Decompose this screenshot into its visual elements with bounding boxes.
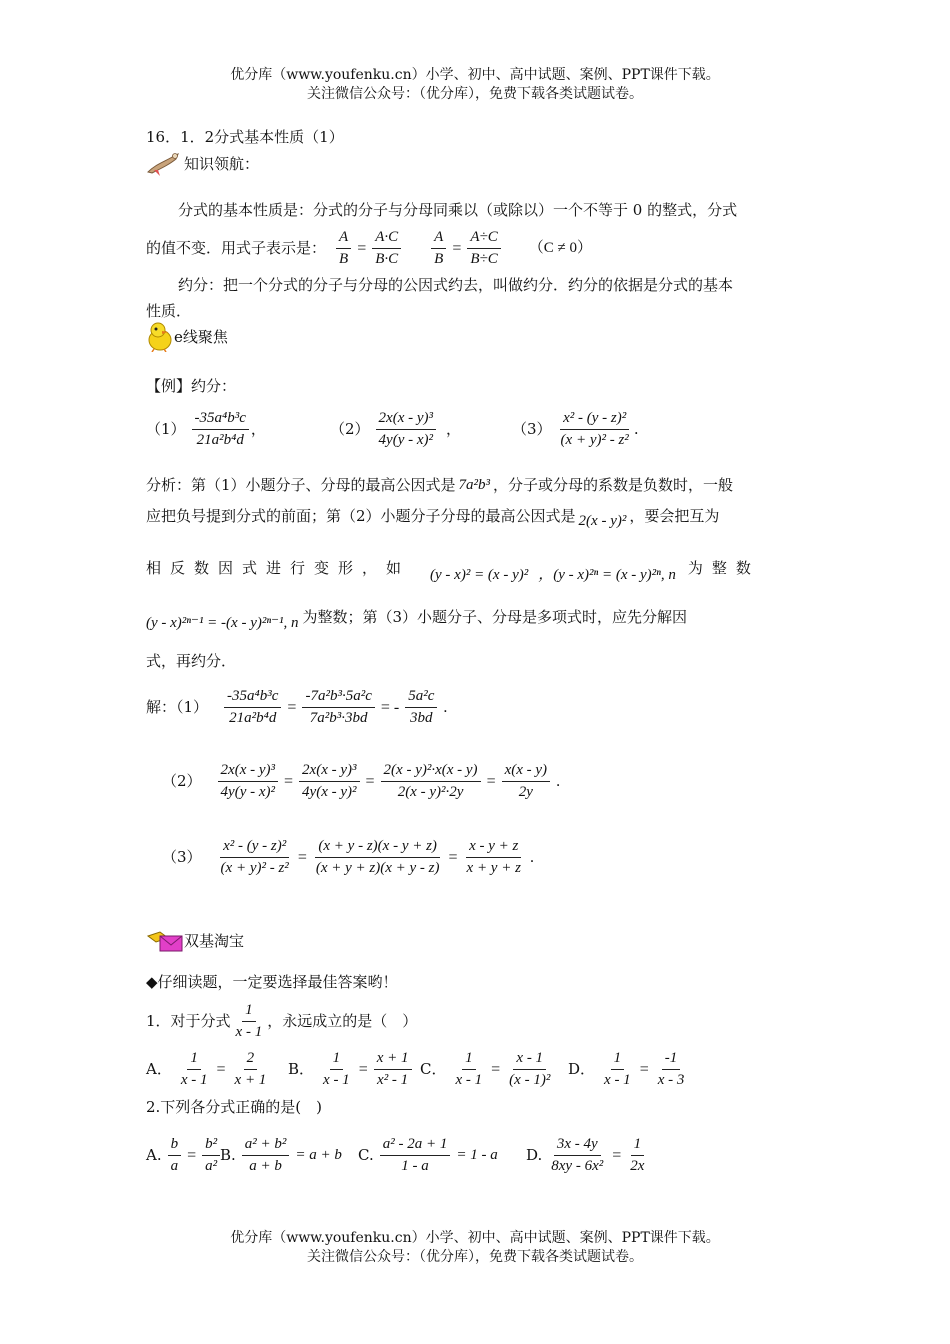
equals-sign: =	[491, 1060, 501, 1078]
property-formula-divide	[429, 229, 503, 269]
frac-den: a²	[205, 1158, 218, 1175]
bird-icon	[146, 150, 182, 178]
example-item-3	[512, 410, 639, 450]
example-tail: .	[633, 420, 639, 439]
frac-num: x + 1	[374, 1050, 412, 1070]
practice-tip: ◆仔细读题，一定要选择最佳答案哟！	[146, 973, 398, 991]
example-label: （1）	[146, 420, 186, 439]
frac-den: (x + y + z)(x + y - z)	[315, 860, 440, 877]
question-1	[146, 1002, 417, 1042]
chick-icon	[146, 322, 174, 352]
period: .	[443, 698, 448, 716]
analysis-math: (y - x)²ⁿ⁻¹ = -(x - y)²ⁿ⁻¹, n	[146, 615, 299, 631]
frac-den: x - 1	[323, 1072, 350, 1089]
frac-den: a + b	[249, 1158, 282, 1175]
frac-den: 3bd	[410, 710, 433, 727]
period: .	[556, 772, 561, 790]
solution-1	[146, 688, 447, 728]
frac-den: x - 1	[235, 1024, 263, 1041]
analysis-text: 为整数	[687, 559, 760, 577]
solution-label: （2）	[162, 772, 202, 791]
equals-sign: =	[284, 772, 294, 790]
frac-den: 4y(x - y)²	[302, 784, 357, 801]
knowledge-p1-line1: 分式的基本性质是：分式的分子与分母同乘以（或除以）一个不等于 0 的整式，分式	[178, 201, 738, 219]
option-tail: = 1 - a	[456, 1147, 498, 1164]
equals-sign: =	[486, 772, 496, 790]
q2-option-b[interactable]	[220, 1136, 342, 1176]
analysis-text: 应把负号提到分式的前面；第（2）小题分子分母的最高公因式是	[146, 507, 576, 525]
analysis-text: 相反数因式进行变形，如	[146, 559, 411, 577]
frac-den: B	[339, 251, 349, 268]
frac-num: A	[336, 229, 351, 249]
q1-option-c[interactable]	[420, 1050, 555, 1090]
frac-num: x - y + z	[466, 838, 521, 858]
period: .	[529, 848, 534, 866]
frac-num: x² - (y - z)²	[220, 838, 289, 858]
minus-sign: -	[393, 698, 400, 716]
q1-option-a[interactable]	[146, 1050, 271, 1090]
frac-num: A÷C	[467, 229, 500, 249]
frac-den: (x + y)² - z²	[220, 860, 289, 877]
analysis-math: 2(x - y)²	[578, 513, 627, 529]
analysis-math: 7a²b³	[458, 477, 491, 493]
analysis-line2	[146, 502, 719, 531]
q1-option-d[interactable]	[568, 1050, 689, 1090]
lesson-title: 16．1．2分式基本性质（1）	[146, 128, 344, 146]
frac-den: x - 1	[180, 1072, 208, 1089]
equals-sign: =	[380, 698, 390, 716]
example-heading: 【例】约分：	[146, 377, 237, 395]
frac-num: 2x(x - y)³	[376, 410, 436, 430]
analysis-text: ，分子或分母的系数是负数时，一般	[493, 476, 734, 494]
equals-sign: =	[365, 772, 375, 790]
analysis-math: ，(y - x)²ⁿ = (x - y)²ⁿ, n	[538, 567, 676, 583]
analysis-text: 分析：第（1）小题分子、分母的最高公因式是	[146, 476, 456, 494]
frac-num: -35a⁴b³c	[224, 688, 281, 708]
frac-den: x - 1	[455, 1072, 483, 1089]
frac-num: b²	[202, 1136, 220, 1156]
equals-sign: =	[287, 698, 297, 716]
option-tail: = a + b	[295, 1147, 342, 1164]
solution-3	[162, 838, 534, 878]
focus-heading	[146, 322, 228, 352]
equals-sign: =	[612, 1146, 622, 1164]
analysis-text: ，要会把互为	[629, 507, 720, 525]
q2-option-d[interactable]	[526, 1136, 649, 1176]
frac-num: 1	[330, 1050, 344, 1070]
equals-sign: =	[358, 1060, 368, 1078]
nonzero-condition: （C ≠ 0）	[528, 240, 592, 257]
frac-den: 2y	[518, 784, 533, 801]
frac-num: 1	[187, 1050, 201, 1070]
knowledge-heading-label: 知识领航：	[184, 154, 260, 173]
equals-sign: =	[216, 1060, 226, 1078]
frac-den: x + 1	[234, 1072, 267, 1089]
option-label: B．	[288, 1060, 315, 1079]
option-label: B.	[220, 1146, 236, 1165]
frac-num: 5a²c	[405, 688, 437, 708]
frac-num: a² - 2a + 1	[380, 1136, 451, 1156]
option-label: D．	[568, 1060, 596, 1079]
question-text: ，永远成立的是（ ）	[267, 1012, 418, 1031]
option-label: C.	[358, 1146, 374, 1165]
envelope-icon	[146, 928, 184, 954]
frac-num: 1	[611, 1050, 625, 1070]
analysis-line3	[146, 552, 760, 585]
knowledge-heading	[146, 150, 259, 178]
practice-heading	[146, 928, 244, 954]
example-label: （2）	[330, 420, 370, 439]
question-text: 1．对于分式	[146, 1012, 231, 1031]
solution-label: （3）	[162, 848, 202, 867]
frac-num: 1	[462, 1050, 476, 1070]
solution-label: 解：（1）	[146, 698, 209, 717]
page-footer-line2: 关注微信公众号：（优分库），免费下载各类试题试卷。	[307, 1249, 643, 1265]
frac-num: -7a²b³·5a²c	[302, 688, 374, 708]
frac-num: A·C	[372, 229, 401, 249]
knowledge-p1-text: 的值不变．用式子表示是：	[146, 239, 327, 258]
frac-den: (x - 1)²	[509, 1072, 551, 1089]
option-label: A.	[146, 1146, 162, 1165]
knowledge-p2-line2: 性质．	[146, 302, 192, 320]
frac-den: (x + y)² - z²	[560, 432, 629, 449]
equals-sign: =	[187, 1146, 197, 1164]
frac-num: 2	[244, 1050, 258, 1070]
analysis-math: (y - x)² = (x - y)²	[430, 567, 529, 583]
frac-den: 4y(y - x)²	[220, 784, 276, 801]
knowledge-p1-line2	[146, 229, 592, 269]
q2-option-a[interactable]	[146, 1136, 222, 1176]
q1-option-b[interactable]	[288, 1050, 414, 1090]
frac-den: 2x	[630, 1158, 645, 1175]
frac-num: a² + b²	[242, 1136, 290, 1156]
frac-num: x - 1	[513, 1050, 546, 1070]
focus-heading-label: e线聚焦	[174, 327, 228, 346]
q2-option-c[interactable]	[358, 1136, 498, 1176]
analysis-line5: 式，再约分．	[146, 652, 237, 670]
analysis-line4	[146, 602, 687, 633]
page-header-line1: 优分库（www.youfenku.cn）小学、初中、高中试题、案例、PPT课件下载。	[230, 67, 720, 83]
frac-den: x - 1	[604, 1072, 631, 1089]
frac-num: 1	[242, 1002, 256, 1022]
equals-sign: =	[639, 1060, 649, 1078]
question-2: 2.下列各分式正确的是( )	[146, 1098, 323, 1116]
example-tail: ，	[446, 420, 462, 439]
frac-den: 2(x - y)²·2y	[397, 784, 464, 801]
equals-sign: =	[452, 239, 462, 257]
frac-den: B	[434, 251, 444, 268]
equals-sign: =	[448, 848, 458, 866]
practice-heading-label: 双基淘宝	[184, 931, 245, 950]
frac-num: 1	[631, 1136, 645, 1156]
frac-den: 21a²b⁴d	[229, 710, 277, 727]
frac-num: A	[431, 229, 446, 249]
frac-den: B÷C	[470, 251, 498, 268]
page-footer-line1: 优分库（www.youfenku.cn）小学、初中、高中试题、案例、PPT课件下载。	[230, 1230, 720, 1246]
page-header-line2: 关注微信公众号：（优分库），免费下载各类试题试卷。	[307, 86, 643, 102]
equals-sign: =	[357, 239, 367, 257]
frac-num: -1	[662, 1050, 681, 1070]
option-label: A．	[146, 1060, 172, 1079]
analysis-line1	[146, 476, 733, 495]
frac-den: 8xy - 6x²	[551, 1158, 604, 1175]
frac-den: x - 3	[657, 1072, 685, 1089]
frac-den: 21a²b⁴d	[196, 432, 244, 449]
frac-den: 1 - a	[401, 1158, 429, 1175]
property-formula-multiply	[334, 229, 403, 269]
frac-den: x² - 1	[377, 1072, 409, 1089]
frac-num: 2(x - y)²·x(x - y)	[381, 762, 481, 782]
example-item-2	[330, 410, 461, 450]
frac-num: x² - (y - z)²	[560, 410, 629, 430]
analysis-text: 为整数；第（3）小题分子、分母是多项式时，应先分解因	[302, 608, 688, 626]
option-label: C．	[420, 1060, 447, 1079]
frac-den: 7a²b³·3bd	[309, 710, 368, 727]
example-label: （3）	[512, 420, 552, 439]
frac-den: a	[170, 1158, 179, 1175]
solution-2	[162, 762, 560, 802]
frac-den: 4y(y - x)²	[378, 432, 434, 449]
frac-den: B·C	[375, 251, 399, 268]
frac-num: 3x - 4y	[554, 1136, 601, 1156]
frac-num: 2x(x - y)³	[299, 762, 359, 782]
frac-num: x(x - y)	[502, 762, 550, 782]
frac-num: b	[168, 1136, 182, 1156]
frac-num: (x + y - z)(x - y + z)	[315, 838, 440, 858]
example-item-1	[146, 410, 266, 450]
frac-num: -35a⁴b³c	[192, 410, 249, 430]
frac-num: 2x(x - y)³	[218, 762, 278, 782]
equals-sign: =	[297, 848, 307, 866]
frac-den: x + y + z	[466, 860, 521, 877]
example-tail: ，	[250, 420, 266, 439]
knowledge-p2-line1: 约分：把一个分式的分子与分母的公因式约去，叫做约分．约分的依据是分式的基本	[178, 276, 734, 294]
option-label: D.	[526, 1146, 543, 1165]
